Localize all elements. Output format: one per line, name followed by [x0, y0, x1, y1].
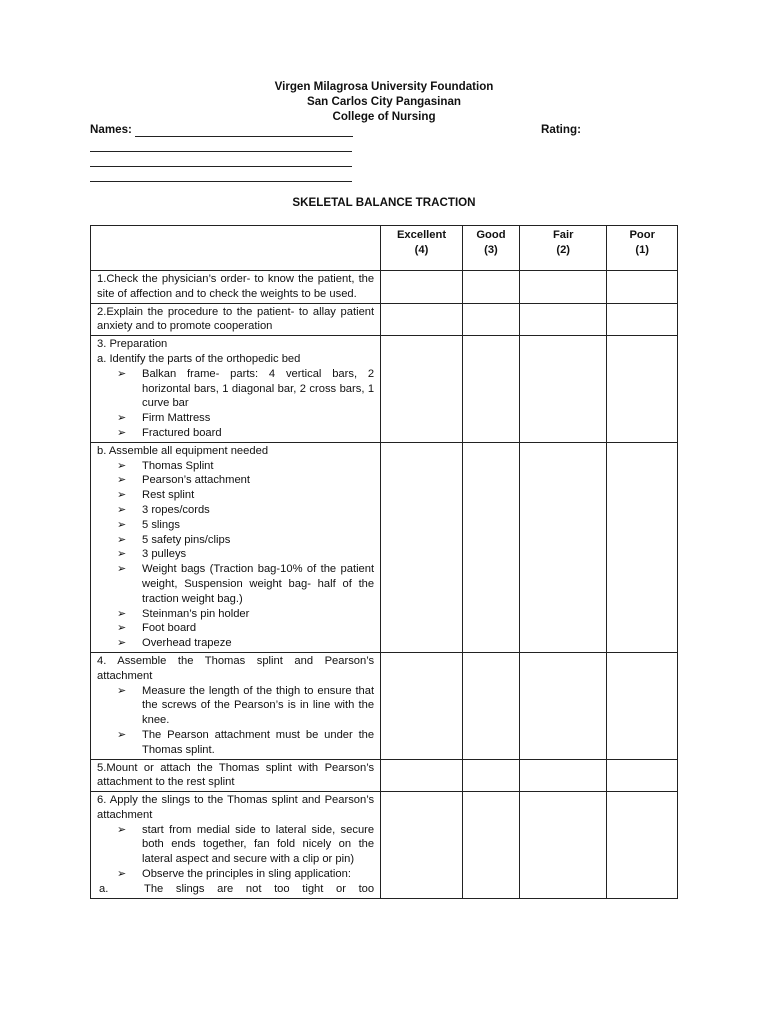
score-cell-poor[interactable] — [607, 303, 678, 336]
score-cell-fair[interactable] — [520, 271, 607, 304]
score-cell-poor[interactable] — [607, 759, 678, 792]
list-item — [97, 367, 374, 411]
arrow-bullet-icon: ➢ — [117, 367, 127, 380]
list-item — [97, 621, 374, 636]
alpha-item-text: The slings are not too tight or too — [144, 882, 375, 895]
list-item-text: Overhead trapeze — [142, 637, 232, 650]
arrow-bullet-icon: ➢ — [117, 548, 127, 561]
names-line-2[interactable] — [90, 151, 352, 152]
list-item-text: Steinman’s pin holder — [142, 607, 250, 620]
list-item-text: 3 ropes/cords — [142, 503, 210, 516]
list-item — [97, 636, 374, 651]
arrow-bullet-icon: ➢ — [117, 563, 127, 576]
score-cell-good[interactable] — [462, 336, 519, 443]
task-text: 5.Mount or attach the Thomas splint with Pearson’s attachment to the rest splint — [97, 761, 375, 789]
arrow-bullet-icon: ➢ — [117, 474, 127, 487]
task-text: b. Assemble all equipment needed — [97, 444, 269, 457]
score-cell-poor[interactable] — [607, 336, 678, 443]
score-cell-excellent[interactable] — [381, 652, 463, 759]
list-item — [97, 547, 374, 562]
task-cell-assemble-splint — [91, 652, 381, 759]
list-item — [97, 823, 374, 867]
task-cell-preparation — [91, 336, 381, 443]
score-cell-poor[interactable] — [607, 442, 678, 652]
score-cell-fair[interactable] — [520, 652, 607, 759]
score-cell-fair[interactable] — [520, 759, 607, 792]
names-line-3[interactable] — [90, 166, 352, 167]
arrow-bullet-icon: ➢ — [117, 823, 127, 836]
score-cell-good[interactable] — [462, 271, 519, 304]
task-text: 6. Apply the slings to the Thomas splint and Pearson’s attachment — [97, 794, 375, 821]
table-row — [91, 271, 678, 304]
excellent-header: Excellent (4) — [381, 226, 463, 271]
good-header: Good (3) — [462, 226, 519, 271]
list-item-text: Balkan frame- parts: 4 vertical bars, 2 horizontal bars, 1 diagonal bar, 2 cross bars, 1 curve bar — [142, 367, 375, 410]
arrow-bullet-icon: ➢ — [117, 503, 127, 516]
task-text: 4. Assemble the Thomas splint and Pearson’s attachment — [97, 654, 375, 682]
task-subheading: a. Identify the parts of the orthopedic bed — [97, 352, 301, 365]
names-line[interactable] — [135, 136, 353, 137]
arrow-bullet-icon: ➢ — [117, 637, 127, 650]
college-name: College of Nursing — [332, 110, 436, 123]
arrow-bullet-icon: ➢ — [117, 533, 127, 546]
list-item-text: The Pearson attachment must be under the Thomas splint. — [142, 728, 375, 756]
arrow-bullet-icon: ➢ — [117, 622, 127, 635]
alpha-item — [97, 882, 374, 897]
list-item-text: 3 pulleys — [142, 548, 187, 561]
score-cell-poor[interactable] — [607, 652, 678, 759]
arrow-bullet-icon: ➢ — [117, 868, 127, 881]
list-item — [97, 459, 374, 474]
arrow-bullet-icon: ➢ — [117, 607, 127, 620]
table-row — [91, 759, 678, 792]
score-cell-fair[interactable] — [520, 792, 607, 899]
list-item-text: Foot board — [142, 622, 197, 635]
names-line-4[interactable] — [90, 181, 352, 182]
list-item — [97, 533, 374, 548]
task-cell-assemble-equipment — [91, 442, 381, 652]
table-row — [91, 336, 678, 443]
table-row — [91, 303, 678, 336]
rating-label: Rating: — [541, 123, 581, 136]
list-item-text: Pearson’s attachment — [142, 474, 251, 487]
score-cell-good[interactable] — [462, 792, 519, 899]
score-cell-excellent[interactable] — [381, 442, 463, 652]
list-item — [97, 473, 374, 488]
score-cell-fair[interactable] — [520, 442, 607, 652]
table-row — [91, 792, 678, 899]
task-text: 1.Check the physician’s order- to know the patient, the site of affection and to check the weights to be used. — [97, 273, 375, 300]
arrow-bullet-icon: ➢ — [117, 459, 127, 472]
list-item-text: Observe the principles in sling application: — [142, 868, 351, 881]
score-cell-excellent[interactable] — [381, 792, 463, 899]
score-cell-excellent[interactable] — [381, 336, 463, 443]
list-item-text: Thomas Splint — [142, 459, 214, 472]
arrow-bullet-icon: ➢ — [117, 426, 127, 439]
list-item-text: Rest splint — [142, 489, 195, 502]
arrow-bullet-icon: ➢ — [117, 412, 127, 425]
list-item — [97, 684, 374, 728]
task-cell-mount-splint — [91, 759, 381, 792]
arrow-bullet-icon: ➢ — [117, 728, 127, 741]
task-cell-explain-procedure — [91, 303, 381, 336]
score-cell-excellent[interactable] — [381, 759, 463, 792]
score-cell-good[interactable] — [462, 759, 519, 792]
score-cell-good[interactable] — [462, 303, 519, 336]
list-item — [97, 728, 374, 758]
score-cell-poor[interactable] — [607, 792, 678, 899]
list-item — [97, 411, 374, 426]
list-item — [97, 518, 374, 533]
task-cell-check-order — [91, 271, 381, 304]
list-item — [97, 867, 374, 882]
university-name: Virgen Milagrosa University Foundation — [274, 80, 494, 93]
task-text: 3. Preparation — [97, 338, 168, 351]
fair-header: Fair (2) — [520, 226, 607, 271]
score-cell-excellent[interactable] — [381, 303, 463, 336]
list-item-text: 5 safety pins/clips — [142, 533, 231, 546]
score-cell-fair[interactable] — [520, 303, 607, 336]
document-title: SKELETAL BALANCE TRACTION — [292, 196, 476, 209]
arrow-bullet-icon: ➢ — [117, 684, 127, 697]
task-text: 2.Explain the procedure to the patient- to allay patient anxiety and to promote cooperation — [97, 305, 375, 333]
task-header — [91, 226, 381, 271]
list-item-text: Weight bags (Traction bag-10% of the patient weight, Suspension weight bag- half of the traction weight bag.) — [142, 563, 375, 605]
arrow-bullet-icon: ➢ — [117, 518, 127, 531]
table-row — [91, 442, 678, 652]
list-item-text: Fractured board — [142, 426, 222, 439]
poor-header: Poor (1) — [607, 226, 678, 271]
score-cell-fair[interactable] — [520, 336, 607, 443]
rubric-table — [90, 225, 678, 899]
score-cell-good[interactable] — [462, 442, 519, 652]
list-item — [97, 488, 374, 503]
list-item — [97, 503, 374, 518]
task-cell-apply-slings — [91, 792, 381, 899]
score-cell-poor[interactable] — [607, 271, 678, 304]
table-row — [91, 652, 678, 759]
list-item-text: Measure the length of the thigh to ensure that the screws of the Pearson’s is in line with the knee. — [142, 684, 375, 727]
list-item — [97, 607, 374, 622]
list-item-text: start from medial side to lateral side, secure both ends together, fan fold nicely on the lateral aspect and secure with a clip or pin) — [142, 823, 375, 866]
university-location: San Carlos City Pangasinan — [307, 95, 461, 108]
names-label: Names: — [90, 123, 132, 136]
list-item-text: Firm Mattress — [142, 412, 211, 425]
score-cell-excellent[interactable] — [381, 271, 463, 304]
list-item — [97, 562, 374, 606]
list-item — [97, 426, 374, 441]
alpha-marker: a. — [99, 882, 109, 895]
score-cell-good[interactable] — [462, 652, 519, 759]
list-item-text: 5 slings — [142, 518, 180, 531]
arrow-bullet-icon: ➢ — [117, 489, 127, 502]
header-row — [91, 226, 678, 271]
